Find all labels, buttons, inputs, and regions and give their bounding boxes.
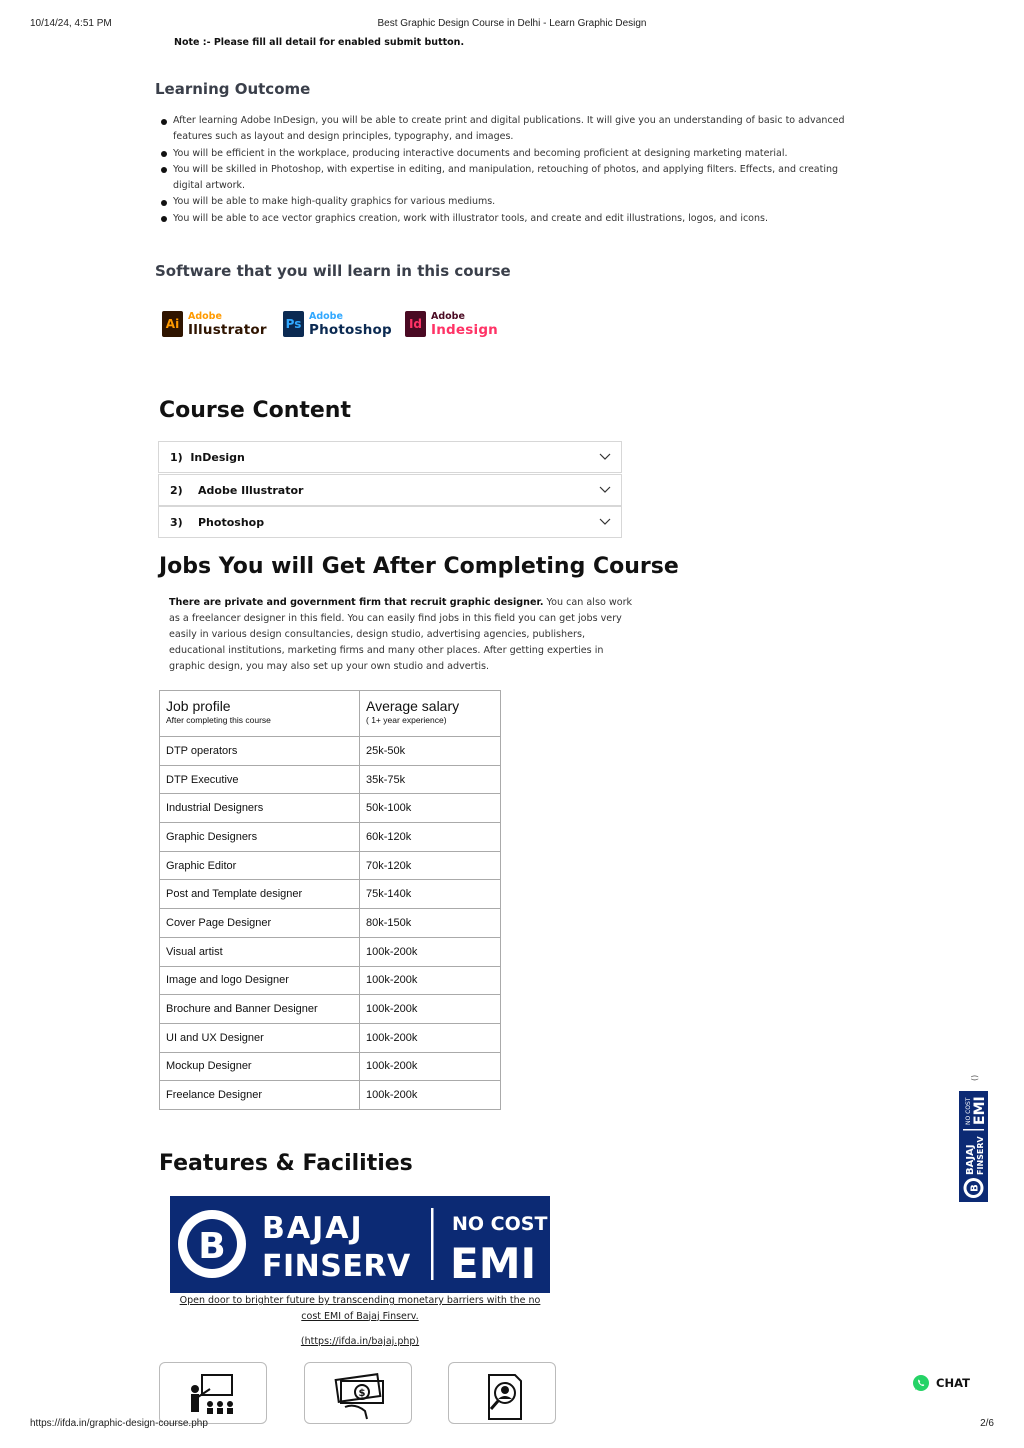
salary-cell: 75k-140k — [360, 880, 501, 909]
chevron-down-icon — [599, 484, 611, 494]
job-title-cell: Image and logo Designer — [160, 966, 360, 995]
salary-table — [159, 690, 501, 1110]
side-brand-1: BAJAJ — [965, 1144, 976, 1175]
indesign-icon: Id — [405, 311, 426, 337]
table-row — [160, 737, 501, 766]
money-hand-icon — [331, 1371, 387, 1421]
table-row — [160, 880, 501, 909]
job-title-cell: UI and UX Designer — [160, 1023, 360, 1052]
banner-brand-line2: FINSERV — [262, 1249, 411, 1284]
accordion-label: 2) Adobe Illustrator — [170, 484, 304, 497]
chevron-down-icon — [599, 516, 611, 526]
salary-cell: 100k-200k — [360, 966, 501, 995]
job-title-cell: Freelance Designer — [160, 1081, 360, 1110]
illustrator-name: Illustrator — [188, 322, 267, 338]
salary-cell: 100k-200k — [360, 1023, 501, 1052]
table-row — [160, 794, 501, 823]
job-title-cell: Brochure and Banner Designer — [160, 995, 360, 1024]
bajaj-side-logo — [959, 1091, 988, 1202]
emi-caption-link[interactable]: Open door to brighter future by transcending monetary barriers with the no cost EMI of Bajaj Finserv. — [179, 1295, 541, 1322]
side-brand-2: FINSERV — [976, 1136, 985, 1175]
indesign-name: Indesign — [431, 322, 498, 338]
table-row — [160, 966, 501, 995]
salary-cell: 100k-200k — [360, 1052, 501, 1081]
classroom-training-icon — [186, 1371, 242, 1421]
job-title-cell: Visual artist — [160, 937, 360, 966]
job-title-cell: Industrial Designers — [160, 794, 360, 823]
table-row — [160, 909, 501, 938]
table-header-cell — [160, 691, 360, 737]
table-row — [160, 1052, 501, 1081]
table-row — [160, 851, 501, 880]
bajaj-finserv-logo — [170, 1196, 550, 1293]
jobs-description — [169, 595, 635, 675]
accordion-item-indesign[interactable] — [158, 441, 622, 473]
job-title-cell: DTP Executive — [160, 765, 360, 794]
job-title-cell: Cover Page Designer — [160, 909, 360, 938]
table-header-row — [160, 691, 501, 737]
table-row — [160, 937, 501, 966]
print-footer — [30, 1418, 994, 1432]
photoshop-icon: Ps — [283, 311, 304, 337]
col-average-salary-sub: ( 1+ year experience) — [366, 715, 447, 725]
outcome-item: You will be skilled in Photoshop, with expertise in editing, and manipulation, retouching of photos, and applying filters. Effects, and creating digital artwork. — [160, 162, 860, 195]
svg-text:$: $ — [358, 1388, 366, 1399]
table-row — [160, 1023, 501, 1052]
learning-outcome-list — [160, 113, 860, 227]
table-row — [160, 823, 501, 852]
side-tag-2: EMI — [972, 1096, 988, 1125]
chat-label: CHAT — [936, 1376, 970, 1390]
photoshop-name: Photoshop — [309, 322, 392, 338]
job-title-cell: Graphic Designers — [160, 823, 360, 852]
table-row — [160, 765, 501, 794]
indesign-brand: Adobe — [431, 311, 465, 322]
print-url: https://ifda.in/graphic-design-course.php — [30, 1418, 208, 1429]
salary-cell: 50k-100k — [360, 794, 501, 823]
job-title-cell: Graphic Editor — [160, 851, 360, 880]
profile-search-icon — [475, 1371, 531, 1421]
outcome-item: You will be able to make high-quality graphics for various mediums. — [160, 194, 860, 210]
facility-card-profile[interactable] — [448, 1362, 556, 1424]
svg-text:B: B — [969, 1184, 981, 1192]
side-badge-close[interactable]: () — [970, 1074, 979, 1081]
jobs-heading: Jobs You will Get After Completing Course — [159, 554, 679, 579]
learning-outcome-heading: Learning Outcome — [155, 80, 311, 98]
facility-card-payment[interactable] — [304, 1362, 412, 1424]
banner-emi-top: NO COST — [452, 1213, 548, 1235]
job-title-cell: Mockup Designer — [160, 1052, 360, 1081]
outcome-item: You will be able to ace vector graphics creation, work with illustrator tools, and create and edit illustrations, logos, and icons. — [160, 211, 860, 227]
bajaj-url-link[interactable]: (https://ifda.in/bajaj.php) — [300, 1336, 420, 1347]
illustrator-icon: Ai — [162, 311, 183, 337]
jobs-description-bold: There are private and government firm that recruit graphic designer. — [169, 597, 544, 608]
banner-brand-line1: BAJAJ — [262, 1211, 364, 1246]
table-row — [160, 995, 501, 1024]
salary-cell: 25k-50k — [360, 737, 501, 766]
job-title-cell: Post and Template designer — [160, 880, 360, 909]
accordion-label: 3) Photoshop — [170, 516, 265, 529]
salary-cell: 35k-75k — [360, 765, 501, 794]
accordion-label: 1) InDesign — [170, 451, 245, 464]
salary-cell: 100k-200k — [360, 1081, 501, 1110]
salary-cell: 60k-120k — [360, 823, 501, 852]
salary-cell: 100k-200k — [360, 937, 501, 966]
jobs-description-rest: You can also work as a freelancer designer in this field. You can easily find jobs in this field you can get jobs very easily in various design consultancies, design studio, advertising agencies, publishers, educational institutions, marketing firms and many other places. After getting experties in graphic design, you may also set up your own studio and advertis. — [169, 597, 633, 673]
salary-cell: 100k-200k — [360, 995, 501, 1024]
chevron-down-icon — [599, 451, 611, 461]
facility-card-training[interactable] — [159, 1362, 267, 1424]
side-tag-1: NO COST — [965, 1097, 972, 1125]
illustrator-brand: Adobe — [188, 311, 222, 322]
job-title-cell: DTP operators — [160, 737, 360, 766]
print-header — [30, 18, 994, 32]
salary-cell: 80k-150k — [360, 909, 501, 938]
whatsapp-icon — [912, 1374, 930, 1392]
photoshop-brand: Adobe — [309, 311, 343, 322]
banner-emi-big: EMI — [450, 1239, 537, 1288]
accordion-item-photoshop[interactable] — [158, 506, 622, 538]
outcome-item: After learning Adobe InDesign, you will be able to create print and digital publications. It will give you an understanding of basic to advanced features such as layout and design principles, typography, and images. — [160, 113, 860, 146]
software-heading: Software that you will learn in this course — [155, 262, 511, 280]
print-page-title: Best Graphic Design Course in Delhi - Learn Graphic Design — [377, 18, 647, 29]
side-bajaj-emi-badge[interactable] — [959, 1091, 988, 1202]
print-page-number: 2/6 — [980, 1418, 994, 1429]
features-heading: Features & Facilities — [159, 1151, 413, 1176]
accordion-item-illustrator[interactable] — [158, 474, 622, 506]
bajaj-emi-banner[interactable] — [170, 1196, 550, 1293]
col-job-profile: Job profile — [166, 698, 231, 714]
table-row — [160, 1081, 501, 1110]
svg-text:B: B — [198, 1226, 226, 1267]
salary-cell: 70k-120k — [360, 851, 501, 880]
print-date: 10/14/24, 4:51 PM — [30, 18, 112, 29]
course-content-heading: Course Content — [159, 398, 351, 423]
col-job-profile-sub: After completing this course — [166, 715, 271, 725]
form-note: Note :- Please fill all detail for enabled submit button. — [174, 37, 465, 48]
table-header-cell — [360, 691, 501, 737]
outcome-item: You will be efficient in the workplace, producing interactive documents and becoming proficient at designing marketing material. — [160, 146, 860, 162]
col-average-salary: Average salary — [366, 698, 460, 714]
